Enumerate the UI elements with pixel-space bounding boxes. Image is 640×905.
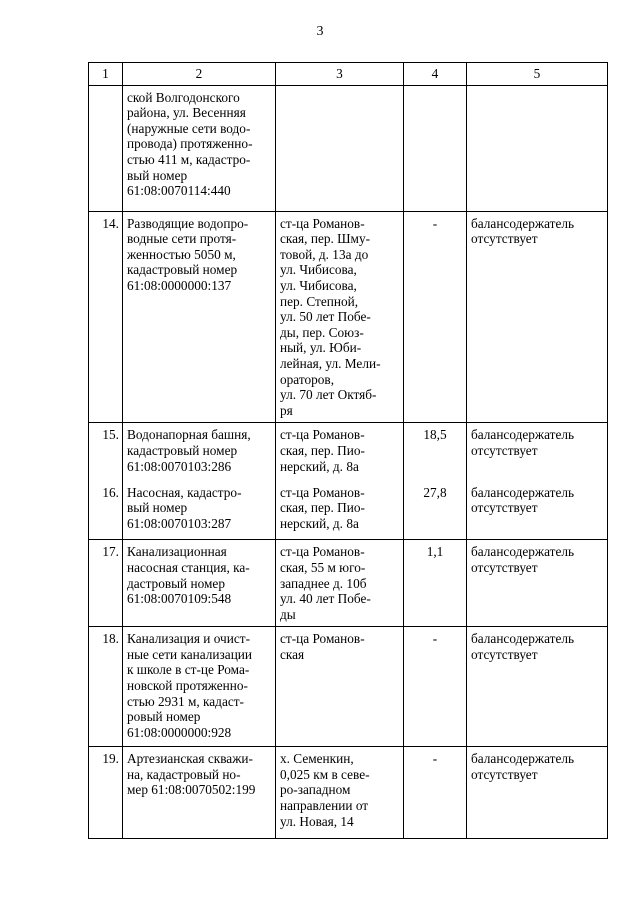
- address-cell-line: ская, пер. Пио-: [280, 442, 365, 458]
- object-name-cell-line: 61:08:0070114:440: [127, 183, 231, 199]
- holder-cell-line: балансодержатель: [471, 544, 575, 560]
- table-row: [89, 85, 608, 211]
- table-row: [89, 747, 608, 839]
- object-name-cell-line: ровый номер: [127, 709, 201, 725]
- table-body: [89, 85, 608, 839]
- address-cell: [276, 211, 404, 423]
- holder-cell: [467, 627, 608, 747]
- object-name-cell: [123, 481, 276, 540]
- holder-cell: [467, 423, 608, 481]
- row-number: 14.: [89, 211, 123, 423]
- address-cell-line: ст-ца Романов-: [280, 484, 365, 500]
- object-name-cell-line: водные сети протя-: [127, 231, 237, 247]
- row-number: 16.: [89, 481, 123, 540]
- holder-cell-line: балансодержатель: [471, 631, 575, 647]
- holder-cell-line: балансодержатель: [471, 215, 575, 231]
- object-name-cell-line: кадастровый номер: [127, 262, 238, 278]
- address-cell-line: нерский, д. 8а: [280, 458, 359, 474]
- property-registry-table: [88, 62, 608, 839]
- object-name-cell-line: стью 411 м, кадастро-: [127, 151, 251, 167]
- value-cell: -: [404, 747, 467, 839]
- object-name-cell-line: Артезианская скважи-: [127, 751, 253, 767]
- object-name-cell-line: на, кадастровый но-: [127, 766, 241, 782]
- address-cell-line: ул. Чибисова,: [280, 277, 357, 293]
- address-cell-line: ст-ца Романов-: [280, 427, 365, 443]
- address-cell: [276, 747, 404, 839]
- address-cell: [276, 85, 404, 211]
- address-cell: [276, 423, 404, 481]
- address-cell-line: ул. 70 лет Октяб-: [280, 387, 377, 403]
- address-cell-line: ская, 55 м юго-: [280, 559, 366, 575]
- address-cell-line: нерский, д. 8а: [280, 516, 359, 531]
- table-row: [89, 540, 608, 627]
- table-row: [89, 627, 608, 747]
- address-cell-line: ул. Чибисова,: [280, 262, 357, 278]
- object-name-cell-line: вый номер: [127, 500, 188, 516]
- address-cell-line: ская, пер. Шму-: [280, 231, 371, 247]
- holder-cell-line: балансодержатель: [471, 484, 575, 500]
- address-cell-line: ды: [280, 606, 296, 622]
- column-header-3: 3: [276, 63, 404, 86]
- page-number: 3: [316, 24, 324, 39]
- address-cell-line: ул. 40 лет Побе-: [280, 591, 371, 607]
- object-name-cell-line: 61:08:0070109:548: [127, 591, 232, 607]
- object-name-cell-line: ской Волгодонского: [127, 89, 240, 105]
- column-header-2: 2: [123, 63, 276, 86]
- object-name-cell-line: 61:08:0000000:928: [127, 724, 232, 740]
- address-cell-line: пер. Степной,: [280, 293, 359, 309]
- object-name-cell-line: района, ул. Весенняя: [127, 105, 246, 121]
- object-name-cell-line: ные сети канализации: [127, 646, 253, 662]
- table-row: [89, 423, 608, 481]
- object-name-cell-line: провода) протяженно-: [127, 136, 253, 152]
- address-cell-line: х. Семенкин,: [280, 751, 354, 767]
- object-name-cell: [123, 423, 276, 481]
- object-name-cell: [123, 85, 276, 211]
- address-cell-line: ская: [280, 646, 305, 662]
- address-cell-line: ул. Новая, 14: [280, 813, 354, 829]
- holder-cell-line: отсутствует: [471, 231, 538, 247]
- object-name-cell-line: новской протяженно-: [127, 678, 248, 694]
- address-cell-line: лейная, ул. Мели-: [280, 355, 381, 371]
- object-name-cell: [123, 540, 276, 627]
- address-cell-line: ный, ул. Юби-: [280, 340, 362, 356]
- holder-cell: [467, 481, 608, 540]
- row-number: 19.: [89, 747, 123, 839]
- object-name-cell-line: женностью 5050 м,: [127, 246, 236, 262]
- object-name-cell-line: Разводящие водопро-: [127, 215, 249, 231]
- value-cell: 18,5: [404, 423, 467, 481]
- address-cell: [276, 481, 404, 540]
- object-name-cell-line: к школе в ст-це Рома-: [127, 662, 250, 678]
- row-number: 18.: [89, 627, 123, 747]
- object-name-cell-line: Насосная, кадастро-: [127, 484, 242, 500]
- address-cell-line: ул. 50 лет Побе-: [280, 309, 371, 325]
- value-cell: -: [404, 627, 467, 747]
- address-cell-line: ст-ца Романов-: [280, 215, 365, 231]
- address-cell-line: ораторов,: [280, 371, 335, 387]
- address-cell-line: направлении от: [280, 798, 369, 814]
- holder-cell-line: отсутствует: [471, 646, 538, 662]
- holder-cell-line: балансодержатель: [471, 751, 575, 767]
- column-header-1: 1: [89, 63, 123, 86]
- object-name-cell: [123, 747, 276, 839]
- holder-cell: [467, 747, 608, 839]
- holder-cell-line: отсутствует: [471, 500, 538, 516]
- object-name-cell-line: Канализация и очист-: [127, 631, 250, 647]
- object-name-cell-line: 61:08:0070103:287: [127, 516, 232, 531]
- object-name-cell-line: 61:08:0070103:286: [127, 458, 232, 474]
- object-name-cell-line: (наружные сети водо-: [127, 120, 251, 136]
- holder-cell-line: отсутствует: [471, 766, 538, 782]
- row-number: 17.: [89, 540, 123, 627]
- object-name-cell-line: мер 61:08:0070502:199: [127, 782, 256, 798]
- address-cell-line: ды, пер. Союз-: [280, 324, 364, 340]
- object-name-cell-line: вый номер: [127, 167, 188, 183]
- table-row: [89, 481, 608, 540]
- object-name-cell-line: Водонапорная башня,: [127, 427, 251, 443]
- row-number: 15.: [89, 423, 123, 481]
- object-name-cell: [123, 627, 276, 747]
- address-cell-line: ря: [280, 402, 293, 418]
- row-number: [89, 85, 123, 211]
- address-cell-line: товой, д. 13а до: [280, 246, 369, 262]
- holder-cell-line: отсутствует: [471, 559, 538, 575]
- column-header-4: 4: [404, 63, 467, 86]
- address-cell-line: ст-ца Романов-: [280, 544, 365, 560]
- holder-cell-line: отсутствует: [471, 442, 538, 458]
- holder-cell: [467, 540, 608, 627]
- object-name-cell-line: насосная станция, ка-: [127, 559, 250, 575]
- address-cell: [276, 627, 404, 747]
- address-cell-line: ро-западном: [280, 782, 351, 798]
- value-cell: -: [404, 211, 467, 423]
- address-cell-line: 0,025 км в севе-: [280, 766, 370, 782]
- address-cell-line: ская, пер. Пио-: [280, 500, 365, 516]
- column-header-5: 5: [467, 63, 608, 86]
- object-name-cell: [123, 211, 276, 423]
- table-row: [89, 211, 608, 423]
- object-name-cell-line: дастровый номер: [127, 575, 225, 591]
- value-cell: 1,1: [404, 540, 467, 627]
- value-cell: [404, 85, 467, 211]
- object-name-cell-line: Канализационная: [127, 544, 227, 560]
- holder-cell: [467, 211, 608, 423]
- object-name-cell-line: стью 2931 м, кадаст-: [127, 693, 244, 709]
- holder-cell-line: балансодержатель: [471, 427, 575, 443]
- address-cell-line: западнее д. 10б: [280, 575, 367, 591]
- address-cell-line: ст-ца Романов-: [280, 631, 365, 647]
- object-name-cell-line: кадастровый номер: [127, 442, 238, 458]
- header-row: [89, 63, 608, 86]
- object-name-cell-line: 61:08:0000000:137: [127, 277, 232, 293]
- address-cell: [276, 540, 404, 627]
- value-cell: 27,8: [404, 481, 467, 540]
- holder-cell: [467, 85, 608, 211]
